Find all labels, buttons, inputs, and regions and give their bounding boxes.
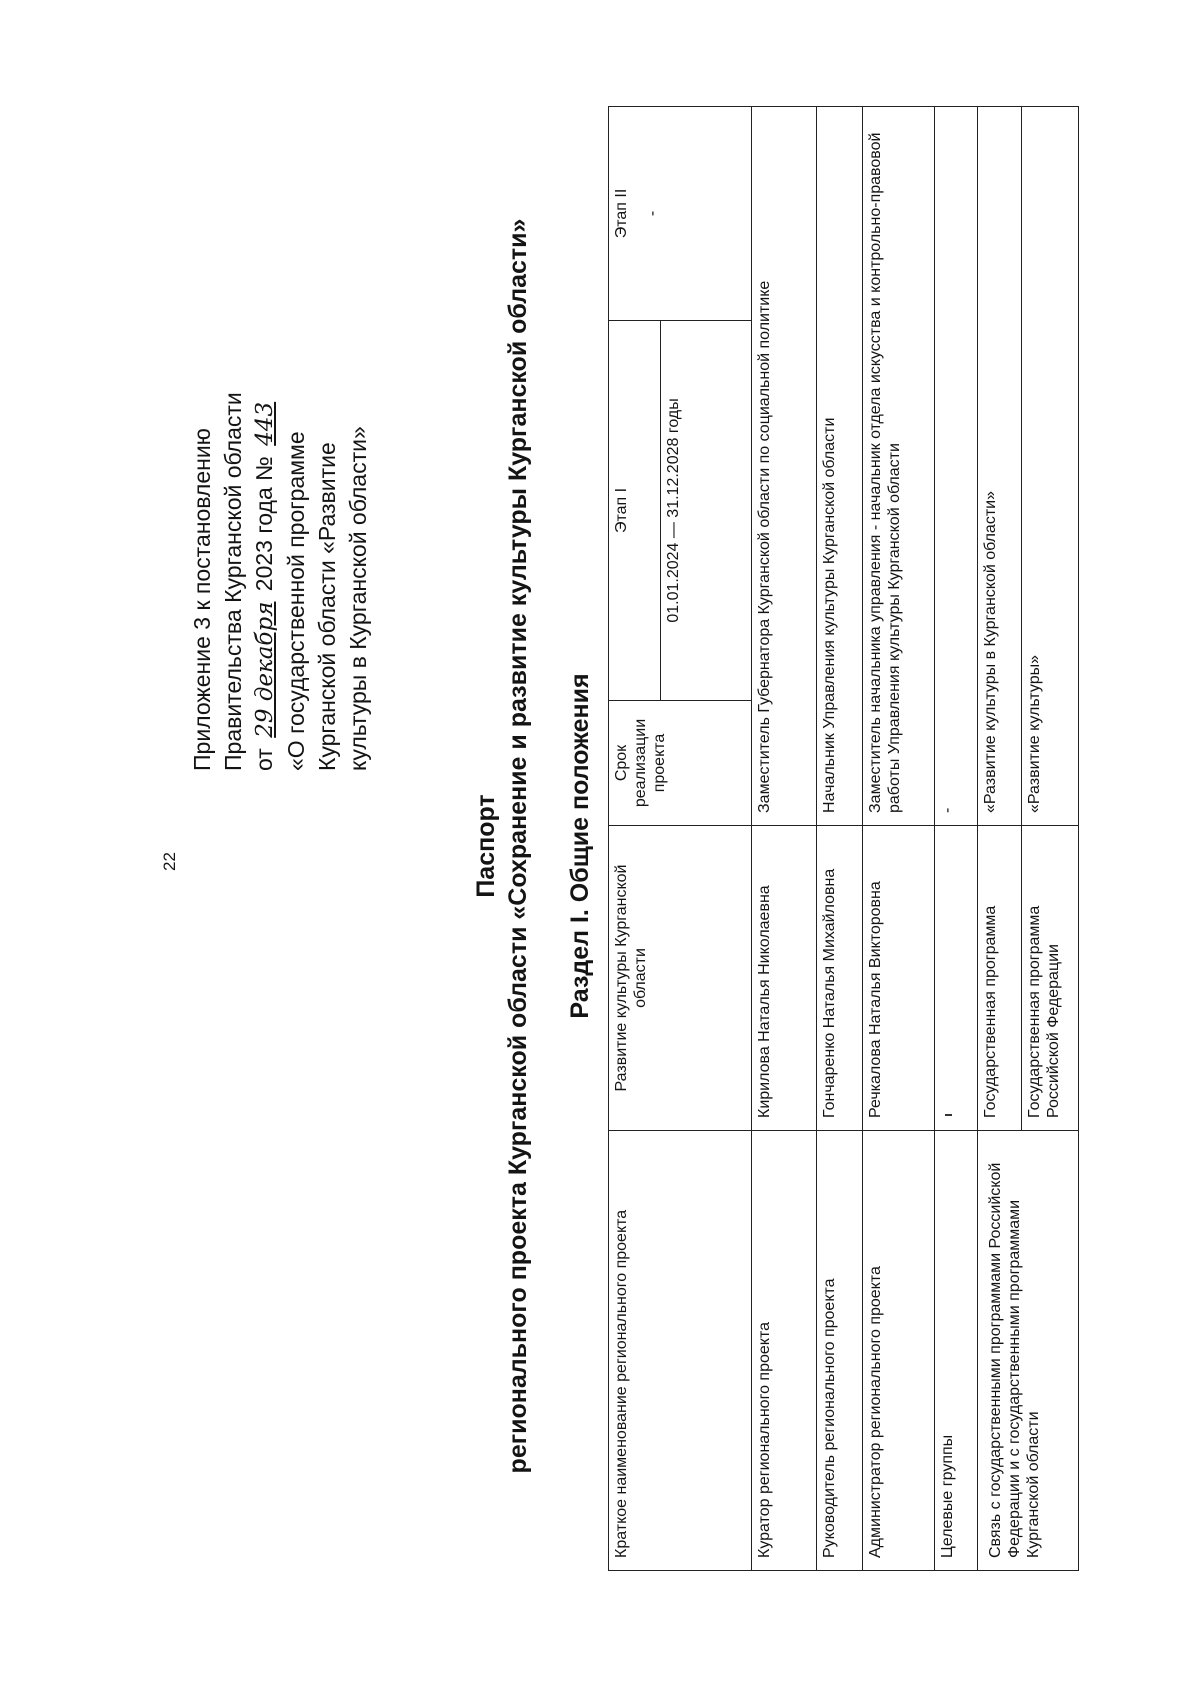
appendix-line: Приложение 3 к постановлению bbox=[189, 428, 215, 771]
link-value: «Развитие культуры» bbox=[1022, 106, 1079, 825]
appendix-line-date bbox=[249, 191, 281, 771]
row-label: Руководитель регионального проекта bbox=[817, 1131, 863, 1571]
stage1-label: Этап I bbox=[609, 320, 661, 700]
appendix-line: Правительства Курганской области bbox=[220, 392, 246, 771]
title-line-2: регионального проекта Курганской области «Сохранение и развитие культуры Курганской области» bbox=[504, 218, 532, 1474]
table-row bbox=[863, 106, 935, 1570]
general-provisions-table bbox=[608, 106, 1079, 1571]
stage2-label: Этап II bbox=[613, 188, 630, 239]
row-position: Начальник Управления культуры Курганской области bbox=[817, 106, 863, 825]
appendix-line: Курганской области «Развитие bbox=[314, 442, 340, 771]
handwritten-date: 29 декабря bbox=[252, 601, 278, 738]
stage2-value: - bbox=[644, 210, 661, 217]
appendix-line: «О государственной программе bbox=[283, 431, 309, 771]
links-label: Связь с государственными программами Российской Федерации и с государственными программами Курганской области bbox=[978, 1131, 1079, 1571]
row-position: Заместитель начальника управления - начальник отдела искусства и контрольно-правовой работы Управления культуры Курганской области bbox=[863, 106, 935, 825]
stage2-cell bbox=[609, 106, 752, 320]
link-type: Государственная программа bbox=[978, 825, 1022, 1130]
title-line-1: Паспорт bbox=[472, 794, 500, 898]
stage1-value: 01.01.2024 — 31.12.2028 годы bbox=[661, 320, 752, 700]
row-name: Речкалова Наталья Викторовна bbox=[863, 825, 935, 1130]
appendix-year: 2023 года № bbox=[251, 456, 277, 592]
short-name-label: Краткое наименование регионального проекта bbox=[609, 1131, 752, 1571]
target-groups-dash bbox=[935, 825, 978, 1130]
table-row bbox=[817, 106, 863, 1570]
section-heading: Раздел I. Общие положения bbox=[566, 673, 594, 1019]
link-type: Государственная программа Российской Федерации bbox=[1022, 825, 1079, 1130]
table-row bbox=[609, 106, 661, 1570]
target-groups-label: Целевые группы bbox=[935, 1131, 978, 1571]
link-value: «Развитие культуры в Курганской области» bbox=[978, 106, 1022, 825]
handwritten-number: 443 bbox=[252, 401, 278, 446]
row-label: Куратор регионального проекта bbox=[752, 1131, 817, 1571]
document-title bbox=[470, 146, 534, 1546]
table-row bbox=[935, 106, 978, 1570]
appendix-prefix: от bbox=[251, 748, 277, 771]
row-name: Кирилова Наталья Николаевна bbox=[752, 825, 817, 1130]
table-row bbox=[752, 106, 817, 1570]
appendix-block bbox=[187, 191, 374, 771]
row-name: Гончаренко Наталья Михайловна bbox=[817, 825, 863, 1130]
table-row bbox=[978, 106, 1022, 1570]
appendix-line: культуры в Курганской области» bbox=[345, 426, 371, 771]
row-position: Заместитель Губернатора Курганской области по социальной политике bbox=[752, 106, 817, 825]
term-label: Срок реализации проекта bbox=[609, 700, 752, 825]
short-name-value: Развитие культуры Курганской области bbox=[609, 825, 752, 1130]
target-groups-value: - bbox=[935, 106, 978, 825]
page-number: 22 bbox=[160, 852, 179, 871]
row-label: Администратор регионального проекта bbox=[863, 1131, 935, 1571]
